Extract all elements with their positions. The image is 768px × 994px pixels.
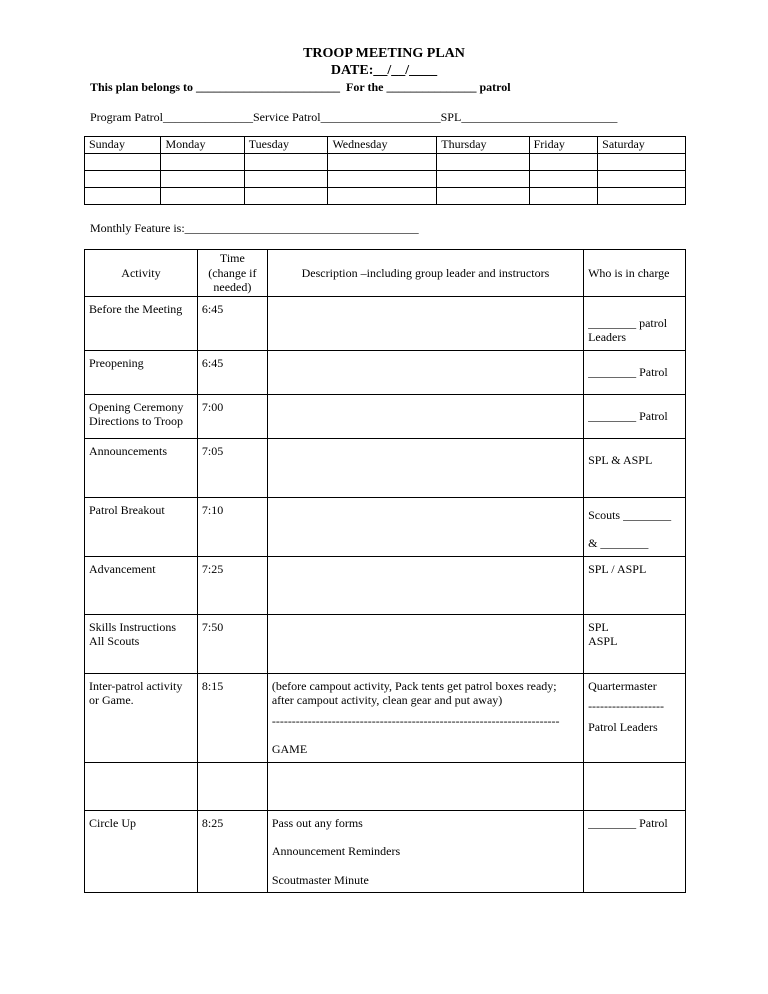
week-cell[interactable]: [328, 171, 437, 188]
description-line: (before campout activity, Pack tents get patrol boxes ready; after campout activity, clean gear and put away): [271, 678, 557, 707]
day-header: Monday: [161, 137, 244, 154]
description-cell[interactable]: [267, 394, 583, 438]
who-cell[interactable]: [584, 614, 686, 673]
plan-row: [85, 810, 686, 893]
week-cell[interactable]: [244, 171, 328, 188]
day-header: Sunday: [85, 137, 161, 154]
week-cell[interactable]: [328, 154, 437, 171]
plan-row: [85, 556, 686, 614]
activity-cell: Circle Up: [85, 810, 198, 893]
plan-row: [85, 497, 686, 556]
week-cell[interactable]: [328, 188, 437, 205]
week-cell[interactable]: [598, 188, 686, 205]
week-blank-row: [85, 154, 686, 171]
who-line: ASPL: [588, 634, 618, 648]
week-blank-row: [85, 171, 686, 188]
day-header: Saturday: [598, 137, 686, 154]
who-cell[interactable]: [584, 497, 686, 556]
header-activity: Activity: [85, 250, 198, 297]
week-cell[interactable]: [598, 154, 686, 171]
week-cell[interactable]: [161, 171, 244, 188]
plan-row: [85, 438, 686, 497]
who-line: -------------------: [588, 699, 664, 713]
description-line: Scoutmaster Minute: [271, 872, 369, 887]
week-cell[interactable]: [529, 171, 598, 188]
who-line: Quartermaster: [588, 678, 657, 693]
week-calendar-table: [84, 136, 686, 205]
activity-cell: Before the Meeting: [85, 296, 198, 350]
description-line: ------------------------------------------------------------------------: [271, 713, 560, 728]
who-line: Scouts ________: [588, 507, 672, 522]
document-title: TROOP MEETING PLAN: [303, 46, 465, 61]
plan-row: [85, 394, 686, 438]
plan-row: [85, 614, 686, 673]
activity-cell: Advancement: [85, 556, 198, 614]
who-cell[interactable]: [584, 394, 686, 438]
week-cell[interactable]: [437, 188, 529, 205]
day-header: Friday: [529, 137, 598, 154]
week-cell[interactable]: [529, 154, 598, 171]
who-line: Patrol Leaders: [588, 719, 658, 734]
week-cell[interactable]: [437, 171, 529, 188]
who-line: ________ patrol Leaders: [588, 315, 668, 344]
who-line: & ________: [588, 536, 649, 550]
description-cell[interactable]: [267, 614, 583, 673]
who-cell[interactable]: [584, 556, 686, 614]
description-cell[interactable]: [267, 673, 583, 762]
time-cell: 8:25: [197, 810, 267, 893]
time-cell: 7:00: [197, 394, 267, 438]
time-cell: 7:25: [197, 556, 267, 614]
header-who: Who is in charge: [584, 250, 686, 297]
who-cell[interactable]: [584, 438, 686, 497]
description-line: Pass out any forms: [271, 815, 363, 830]
week-cell[interactable]: [85, 171, 161, 188]
activity-cell: Announcements: [85, 438, 198, 497]
time-cell: 7:05: [197, 438, 267, 497]
who-cell[interactable]: [584, 810, 686, 893]
time-cell: 7:10: [197, 497, 267, 556]
plan-row: [85, 673, 686, 762]
description-cell[interactable]: [267, 438, 583, 497]
week-cell[interactable]: [85, 188, 161, 205]
who-line: SPL & ASPL: [588, 452, 653, 467]
activity-cell: Skills Instructions All Scouts: [85, 614, 198, 673]
description-cell[interactable]: [267, 296, 583, 350]
who-line: ________ Patrol: [588, 408, 668, 423]
description-line: Announcement Reminders: [271, 844, 401, 858]
date-line: DATE:__/__/____: [330, 63, 438, 78]
week-cell[interactable]: [244, 154, 328, 171]
who-line: SPL: [588, 619, 609, 634]
meeting-plan-table: [84, 249, 686, 893]
activity-cell: Preopening: [85, 350, 198, 394]
header-description: Description –including group leader and instructors: [267, 250, 583, 297]
activity-cell: [85, 762, 198, 810]
time-cell: 6:45: [197, 296, 267, 350]
week-cell[interactable]: [529, 188, 598, 205]
who-cell[interactable]: [584, 296, 686, 350]
week-cell[interactable]: [85, 154, 161, 171]
patrols-line: Program Patrol_______________Service Patrol____________________SPL__________________________: [90, 110, 618, 124]
description-cell[interactable]: [267, 810, 583, 893]
who-line: SPL / ASPL: [588, 561, 647, 576]
description-cell[interactable]: [267, 497, 583, 556]
who-line: ________ Patrol: [588, 364, 668, 379]
week-cell[interactable]: [437, 154, 529, 171]
who-line: ________ Patrol: [588, 815, 668, 830]
activity-cell: Patrol Breakout: [85, 497, 198, 556]
week-cell[interactable]: [161, 188, 244, 205]
day-header: Wednesday: [328, 137, 437, 154]
plan-row: [85, 296, 686, 350]
week-blank-row: [85, 188, 686, 205]
description-cell[interactable]: [267, 762, 583, 810]
week-cell[interactable]: [598, 171, 686, 188]
who-cell[interactable]: [584, 673, 686, 762]
day-header: Tuesday: [244, 137, 328, 154]
time-cell: 8:15: [197, 673, 267, 762]
description-line: GAME: [271, 742, 308, 756]
time-cell: 6:45: [197, 350, 267, 394]
time-cell: 7:50: [197, 614, 267, 673]
description-cell[interactable]: [267, 556, 583, 614]
activity-cell: Opening Ceremony Directions to Troop: [85, 394, 198, 438]
description-cell[interactable]: [267, 350, 583, 394]
plan-row: [85, 350, 686, 394]
week-header-row: [85, 137, 686, 154]
monthly-feature-line: Monthly Feature is:_______________________________________: [90, 221, 419, 235]
plan-row: [85, 762, 686, 810]
header-time: Time (change if needed): [197, 250, 267, 297]
who-cell[interactable]: [584, 350, 686, 394]
activity-cell: Inter-patrol activity or Game.: [85, 673, 198, 762]
plan-header-row: [85, 250, 686, 297]
belongs-line: This plan belongs to ________________________ For the _______________ patrol: [90, 80, 511, 94]
time-cell: [197, 762, 267, 810]
day-header: Thursday: [437, 137, 529, 154]
week-cell[interactable]: [244, 188, 328, 205]
week-cell[interactable]: [161, 154, 244, 171]
who-cell[interactable]: [584, 762, 686, 810]
